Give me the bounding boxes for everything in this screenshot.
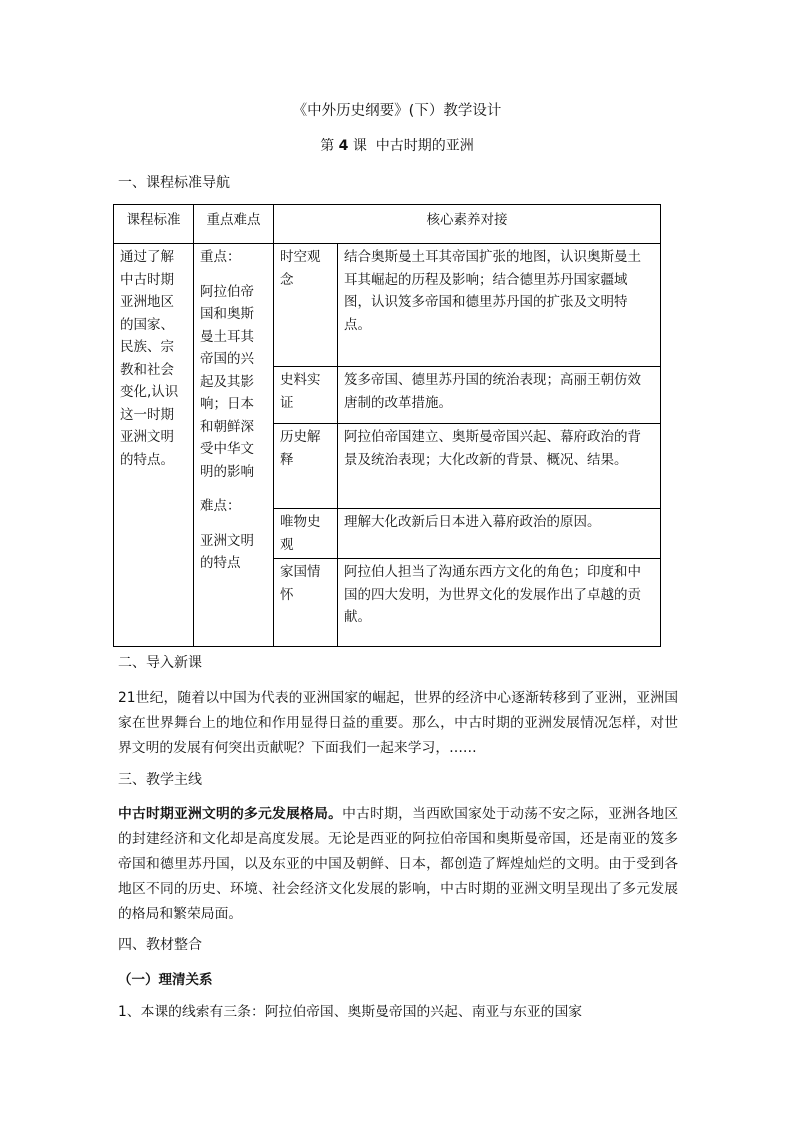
- header-standard: 课程标准: [114, 205, 194, 244]
- clue-paragraph: 1、本课的线索有三条：阿拉伯帝国、奥斯曼帝国的兴起、南亚与东亚的国家: [118, 1004, 583, 1020]
- subsection-heading: （一）理清关系: [118, 972, 213, 988]
- lesson-number: 4: [338, 138, 349, 154]
- section-heading-standards: 一、课程标准导航: [118, 175, 230, 191]
- key-difficulty-cell: [194, 244, 274, 647]
- mainline-bold: 中古时期亚洲文明的多元发展格局。: [118, 806, 343, 822]
- literacy-text: 理解大化改新后日本进入幕府政治的原因。: [338, 509, 661, 559]
- table-header-row: [114, 205, 661, 244]
- standards-table: [113, 204, 661, 647]
- header-key-points: 重点难点: [194, 205, 274, 244]
- literacy-text: 结合奥斯曼土耳其帝国扩张的地图，认识奥斯曼土耳其崛起的历程及影响；结合德里苏丹国家疆域图，认识笈多帝国和德里苏丹国的扩张及文明特点。: [338, 244, 661, 367]
- table-row: [114, 244, 661, 367]
- lesson-title: [0, 135, 794, 155]
- lesson-name: 中古时期的亚洲: [375, 138, 474, 154]
- difficulty-text: 亚洲文明的特点: [200, 532, 254, 571]
- section-heading-intro: 二、导入新课: [118, 655, 202, 671]
- document-title: 《中外历史纲要》(下）教学设计: [292, 103, 502, 119]
- literacy-name: 唯物史观: [274, 509, 338, 559]
- key-text: 阿拉伯帝国和奥斯曼土耳其帝国的兴起及其影响；日本和朝鲜深受中华文明的影响: [200, 283, 254, 480]
- literacy-text: 笈多帝国、德里苏丹国的统治表现；高丽王朝仿效唐制的改革措施。: [338, 367, 661, 424]
- intro-paragraph: 21世纪，随着以中国为代表的亚洲国家的崛起，世界的经济中心逐渐转移到了亚洲，亚洲国家在世界舞台上的地位和作用显得日益的重要。那么，中古时期的亚洲发展情况怎样，对世界文明的发展有何突出贡献呢？下面我们一起来学习，……: [118, 690, 678, 756]
- literacy-name: 时空观念: [274, 244, 338, 367]
- key-label: 重点：: [200, 249, 241, 265]
- mainline-text: 中古时期，当西欧国家处于动荡不安之际，亚洲各地区的封建经济和文化却是高度发展。无论是西亚的阿拉伯帝国和奥斯曼帝国，还是南亚的笈多帝国和德里苏丹国，以及东亚的中国及朝鲜、日本，都创造了辉煌灿烂的文明。由于受到各地区不同的历史、环境、社会经济文化发展的影响，中古时期的亚洲文明呈现出了多元发展的格局和繁荣局面。: [118, 806, 679, 922]
- literacy-text: 阿拉伯人担当了沟通东西方文化的角色；印度和中国的四大发明，为世界文化的发展作出了卓越的贡献。: [338, 559, 661, 647]
- section-heading-mainline: 三、教学主线: [118, 772, 202, 788]
- literacy-name: 历史解释: [274, 424, 338, 509]
- mainline-paragraph: [118, 802, 678, 927]
- section-heading-integration: 四、教材整合: [118, 937, 202, 953]
- lesson-prefix: 第: [320, 138, 335, 154]
- literacy-text: 阿拉伯帝国建立、奥斯曼帝国兴起、幕府政治的背景及统治表现；大化改新的背景、概况、结果。: [338, 424, 661, 509]
- literacy-name: 家国情怀: [274, 559, 338, 647]
- standard-cell: 通过了解中古时期亚洲地区的国家、民族、宗教和社会变化,认识这一时期亚洲文明的特点。: [114, 244, 194, 647]
- header-core-literacy: 核心素养对接: [274, 205, 661, 244]
- difficulty-label: 难点：: [200, 498, 241, 514]
- literacy-name: 史料实证: [274, 367, 338, 424]
- lesson-mid: 课: [352, 138, 367, 154]
